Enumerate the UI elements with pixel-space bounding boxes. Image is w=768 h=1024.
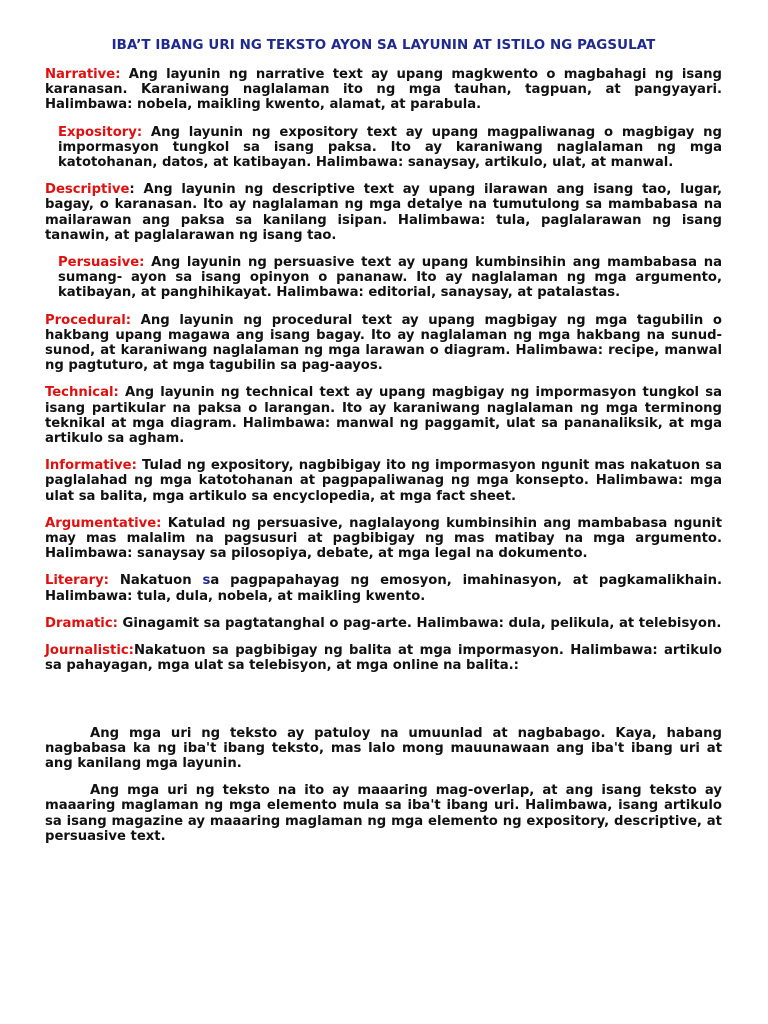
entry-procedural xyxy=(45,313,722,374)
term-label: Descriptive xyxy=(45,182,130,198)
term-description: Ang layunin ng procedural text ay upang magbigay ng mga tagubilin o hakbang upang magawa ang isang bagay. Ito ay naglalaman ng mga hakbang na sunud-sunod, at karaniwang naglalaman ng mga larawan o diagram. Halimbawa: recipe, manwal ng pagtuturo, at mga tagubilin sa pag-aayos. xyxy=(45,312,722,374)
term-label: Expository: xyxy=(58,124,143,140)
entry-informative xyxy=(45,458,722,504)
section-spacer xyxy=(45,686,722,726)
highlighted-letter: s xyxy=(202,573,211,589)
closing-paragraph-1: Ang mga uri ng teksto ay patuloy na umuunlad at nagbabago. Kaya, habang nagbabasa ka ng iba't ibang teksto, mas lalo mong mauunawaan ang iba't ibang uri at ang kanilang mga layunin. xyxy=(45,725,722,771)
term-label: Informative: xyxy=(45,458,137,474)
closing-paragraph-2: Ang mga uri ng teksto na ito ay maaaring mag-overlap, at ang isang teksto ay maaaring maglaman ng mga elemento mula sa iba't ibang uri. Halimbawa, isang artikulo sa isang magazine ay maaaring maglaman ng mga elemento ng expository, descriptive, at persuasive text. xyxy=(45,783,722,844)
term-description: Ginagamit sa pagtatanghal o pag-arte. Halimbawa: dula, pelikula, at telebisyon. xyxy=(117,615,722,631)
term-description: : Ang layunin ng descriptive text ay upang ilarawan ang isang tao, lugar, bagay, o karanasan. Ito ay naglalaman ng mga detalye na tumutulong sa mambabasa na mailarawan ang paksa sa kanilang isipan. Halimbawa: tula, paglalarawan ng isang tanawin, at paglalarawan ng isang tao. xyxy=(45,182,722,243)
entry-narrative xyxy=(45,67,722,113)
term-description: Nakatuon sa pagbibigay ng balita at mga impormasyon. Halimbawa: artikulo sa pahayagan, mga ulat sa telebisyon, at mga online na balita.: xyxy=(45,643,722,674)
document-title: IBA’T IBANG URI NG TEKSTO AYON SA LAYUNIN AT ISTILO NG PAGSULAT xyxy=(111,38,656,53)
term-description: Ang layunin ng expository text ay upang magpaliwanag o magbigay ng impormasyon tungkol sa isang paksa. Ito ay karaniwang naglalaman ng mga katotohanan, datos, at katibayan. Halimbawa: sanaysay, artikulo, ulat, at manwal. xyxy=(58,124,722,171)
term-label: Journalistic: xyxy=(45,643,134,659)
entry-dramatic xyxy=(45,616,722,631)
term-label: Technical: xyxy=(45,385,119,401)
term-description: Ang layunin ng narrative text ay upang magkwento o magbahagi ng isang karanasan. Karaniwang naglalaman ito ng mga tauhan, tagpuan, at pangyayari. Halimbawa: nobela, maikling kwento, alamat, at parabula. xyxy=(45,67,722,113)
term-label: Narrative: xyxy=(45,67,121,82)
term-description: Ang layunin ng persuasive text ay upang kumbinsihin ang mambabasa na sumang- ayon sa isang opinyon o pananaw. Ito ay naglalaman ng mga argumento, katibayan, at panghihikayat. Halimbawa: editorial, sanaysay, at patalastas. xyxy=(58,255,722,301)
term-label: Persuasive: xyxy=(58,255,145,271)
entry-expository xyxy=(45,125,722,171)
term-description: Tulad ng expository, nagbibigay ito ng impormasyon ngunit mas nakatuon sa paglalahad ng mga katotohanan at pagpapaliwanag ng mga konsepto. Halimbawa: mga ulat sa balita, mga artikulo sa encyclopedia, at mga fact sheet. xyxy=(45,458,722,504)
entry-literary xyxy=(45,573,722,603)
entry-persuasive xyxy=(45,255,722,301)
term-label: Dramatic: xyxy=(45,615,118,631)
entry-descriptive xyxy=(45,182,722,243)
entry-technical xyxy=(45,385,722,446)
entry-argumentative xyxy=(45,516,722,562)
term-label: Literary: xyxy=(45,573,109,589)
term-description-b: a pagpapahayag ng emosyon, imahinasyon, at pagkamalikhain. Halimbawa: tula, dula, nobela, at maikling kwento. xyxy=(45,573,723,604)
term-description: Katulad ng persuasive, naglalayong kumbinsihin ang mambabasa ngunit may mas malalim na pagsusuri at pagbibigay ng mas matibay na mga argumento. Halimbawa: sanaysay sa pilosopiya, debate, at mga legal na dokumento. xyxy=(45,515,722,562)
term-label: Argumentative: xyxy=(45,515,162,531)
term-description: Ang layunin ng technical text ay upang magbigay ng impormasyon tungkol sa isang partikular na paksa o larangan. Ito ay karaniwang naglalaman ng mga terminong teknikal at mga diagram. Halimbawa: manwal ng paggamit, ulat sa pananaliksik, at mga artikulo sa agham. xyxy=(45,385,722,447)
entry-journalistic xyxy=(45,643,722,673)
term-label: Procedural: xyxy=(45,312,132,328)
term-description-a: Nakatuon xyxy=(108,573,203,589)
